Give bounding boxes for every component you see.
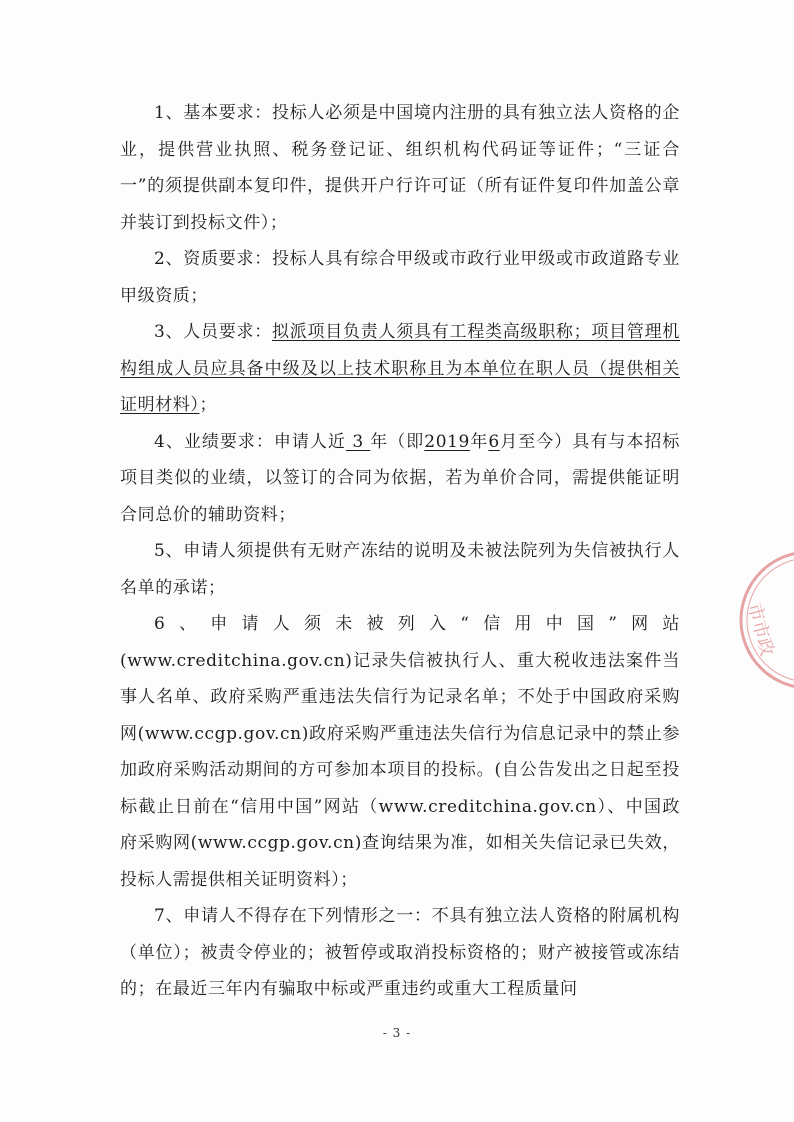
text-segment: 4、业绩要求：申请人近 [154,431,346,452]
text-segment: 6、申请人须未被列入“信用中国”网站(www.creditchina.gov.cn)记录失信被执行人、重大税收违法案件当事人名单、政府采购严重违法失信行为记录名单；不处于中国政府采购网(www.ccgp.gov.cn)政府采购严重违法失信行为信息记录中的禁止参加政府采购活动期间的方可参加本项目的投标。(自公告发出之日起至投标截止日前在“信用中国”网站（www.creditchina.gov.cn）、中国政府采购网(www.ccgp.gov.cn)查询结果为准，如相关失信记录已失效，投标人需提供相关证明资料）； [120,614,680,890]
requirement-asset-statement [120,533,680,606]
text-segment: 2、资质要求：投标人具有综合甲级或市政行业甲级或市政道路专业甲级资质； [120,249,680,306]
requirement-qualification [120,241,680,314]
text-segment: 7、申请人不得存在下列情形之一：不具有独立法人资格的附属机构（单位）；被责令停业的；被暂停或取消投标资格的；财产被接管或冻结的；在最近三年内有骗取中标或严重违约或重大工程质量问 [120,906,680,999]
text-segment: ； [199,395,218,415]
underlined-text: 6 [488,431,500,452]
seal-text: 市市政 [743,600,778,659]
requirement-credit-record [120,606,680,898]
document-body [120,95,680,1008]
text-segment: 5、申请人须提供有无财产冻结的说明及未被法院列为失信被执行人名单的承诺； [120,541,680,598]
underlined-text: 拟派项目负责人须具有工程类高级职称；项目管理机构组成人员应具备中级及以上技术职称且为本单位在职人员（提供相关证明材料） [120,322,680,415]
underlined-text: 2019 [424,431,470,452]
requirement-personnel [120,314,680,424]
text-segment: 3、人员要求： [154,322,273,342]
text-segment: 1、基本要求：投标人必须是中国境内注册的具有独立法人资格的企业，提供营业执照、税务登记证、组织机构代码证等证件；“三证合一”的须提供副本复印件，提供开户行许可证（所有证件复印件加盖公章并装订到投标文件）； [120,103,680,233]
requirement-performance [120,424,680,534]
text-segment: 月至今）具有与本招标项目类似的业绩，以签订的合同为依据，若为单价合同，需提供能证明合同总价的辅助资料； [120,431,680,525]
text-segment: 年（即 [370,431,425,452]
text-segment: 年 [469,431,489,452]
underlined-text: 3 [345,431,371,452]
official-seal-icon [734,545,794,695]
page-number: - 3 - [382,1026,412,1040]
requirement-basic [120,95,680,241]
requirement-exclusions [120,898,680,1008]
